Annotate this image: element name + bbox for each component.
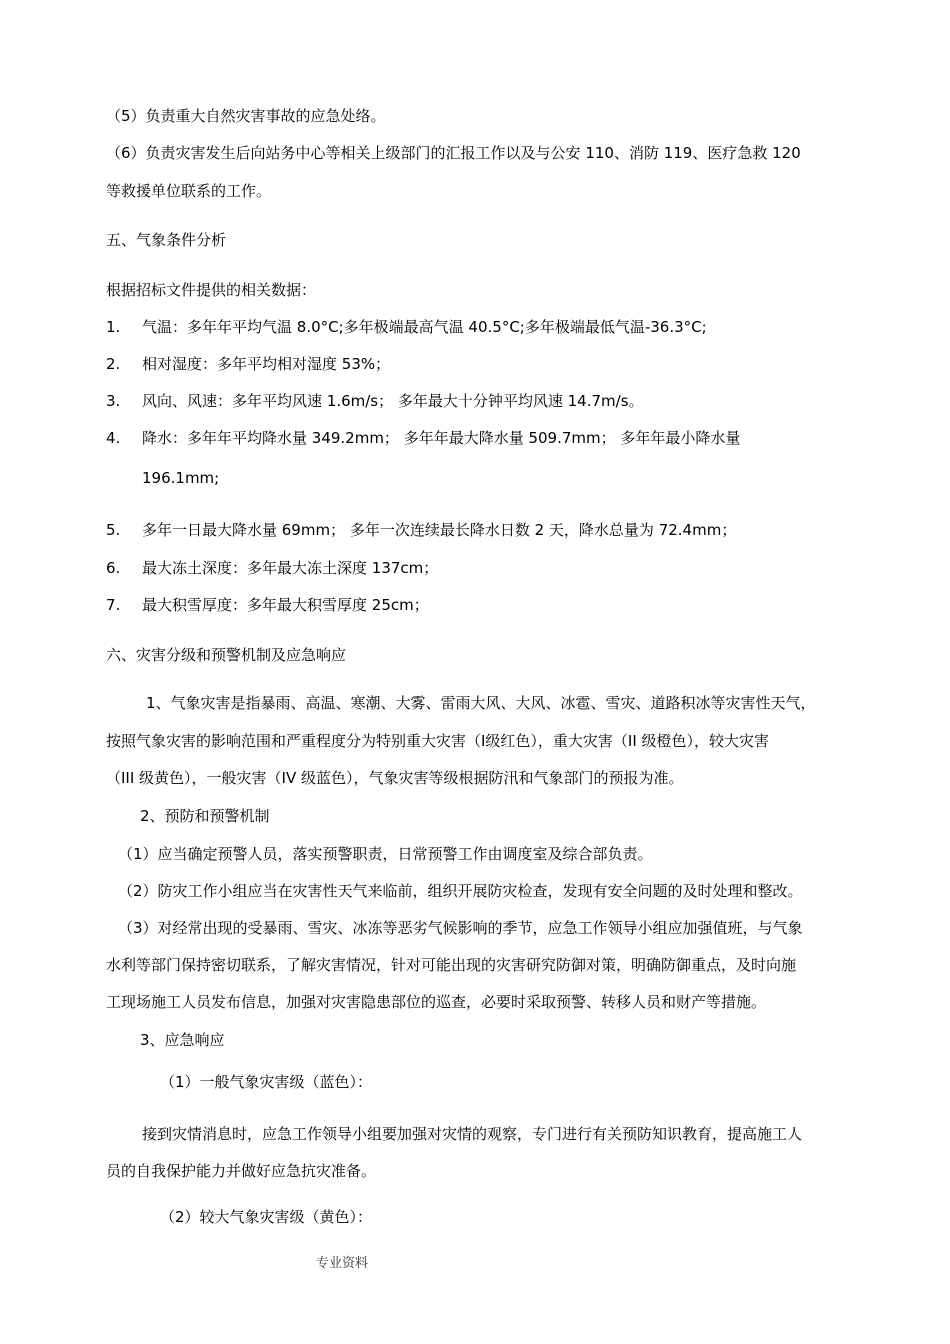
list-item: 降水：多年年平均降水量 349.2mm； 多年年最大降水量 509.7mm； 多年年最小降水量 xyxy=(142,429,741,447)
list-item: 最大积雪厚度：多年最大积雪厚度 25cm； xyxy=(142,596,429,614)
section-heading: 五、气象条件分析 xyxy=(106,231,227,249)
list-number: 1. xyxy=(106,318,121,336)
text-line: 水利等部门保持密切联系，了解灾害情况，针对可能出现的灾害研究防御对策，明确防御重点，及时向施 xyxy=(106,956,797,974)
list-number: 6. xyxy=(106,559,121,577)
list-number: 2. xyxy=(106,355,121,373)
list-item: 风向、风速：多年平均风速 1.6m/s； 多年最大十分钟平均风速 14.7m/s。 xyxy=(142,392,644,410)
sub-heading: （2）较大气象灾害级（黄色）： xyxy=(160,1208,373,1226)
text-line: 工现场施工人员发布信息，加强对灾害隐患部位的巡查，必要时采取预警、转移人员和财产等措施。 xyxy=(106,993,767,1011)
list-item-continuation: 196.1mm; xyxy=(142,469,220,487)
text-line: （6）负责灾害发生后向站务中心等相关上级部门的汇报工作以及与公安 110、消防 119、医疗急救 120 xyxy=(106,144,801,162)
list-number: 4. xyxy=(106,429,121,447)
list-number: 7. xyxy=(106,596,121,614)
sub-heading: 2、预防和预警机制 xyxy=(140,807,270,825)
page-footer: 专业资料 xyxy=(316,1256,369,1271)
list-item: 最大冻土深度：多年最大冻土深度 137cm； xyxy=(142,559,439,577)
text-line: 员的自我保护能力并做好应急抗灾准备。 xyxy=(106,1162,377,1180)
text-line: 按照气象灾害的影响范围和严重程度分为特别重大灾害（Ⅰ级红色），重大灾害（II 级橙色），较大灾害 xyxy=(106,732,770,750)
sub-heading: （1）一般气象灾害级（蓝色）： xyxy=(160,1073,373,1091)
text-line: （3）对经常出现的受暴雨、雪灾、冰冻等恶劣气候影响的季节，应急工作领导小组应加强值班，与气象 xyxy=(118,919,803,937)
text-line: （III 级黄色），一般灾害（IV 级蓝色），气象灾害等级根据防汛和气象部门的预报为准。 xyxy=(106,769,684,787)
text-line: 1、气象灾害是指暴雨、高温、寒潮、大雾、雷雨大风、大风、冰雹、雪灾、道路积冰等灾害性天气， xyxy=(146,694,816,712)
sub-heading: 3、应急响应 xyxy=(140,1031,225,1049)
text-line: 根据招标文件提供的相关数据： xyxy=(106,281,317,299)
text-line: （1）应当确定预警人员，落实预警职责，日常预警工作由调度室及综合部负责。 xyxy=(118,845,653,863)
list-item: 气温：多年年平均气温 8.0°C;多年极端最高气温 40.5°C;多年极端最低气温-36.3°C; xyxy=(142,318,707,336)
text-line: （5）负责重大自然灾害事故的应急处络。 xyxy=(106,107,386,125)
section-heading: 六、灾害分级和预警机制及应急响应 xyxy=(106,646,347,664)
text-line: 等救援单位联系的工作。 xyxy=(106,182,272,200)
list-number: 5. xyxy=(106,521,121,539)
text-line: （2）防灾工作小组应当在灾害性天气来临前，组织开展防灾检查，发现有安全问题的及时处理和整改。 xyxy=(118,882,803,900)
text-line: 接到灾情消息时，应急工作领导小组要加强对灾情的观察，专门进行有关预防知识教育，提高施工人 xyxy=(142,1125,803,1143)
list-number: 3. xyxy=(106,392,121,410)
list-item: 相对湿度：多年平均相对湿度 53%； xyxy=(142,355,391,373)
list-item: 多年一日最大降水量 69mm； 多年一次连续最长降水日数 2 天，降水总量为 72.4mm； xyxy=(142,521,737,539)
